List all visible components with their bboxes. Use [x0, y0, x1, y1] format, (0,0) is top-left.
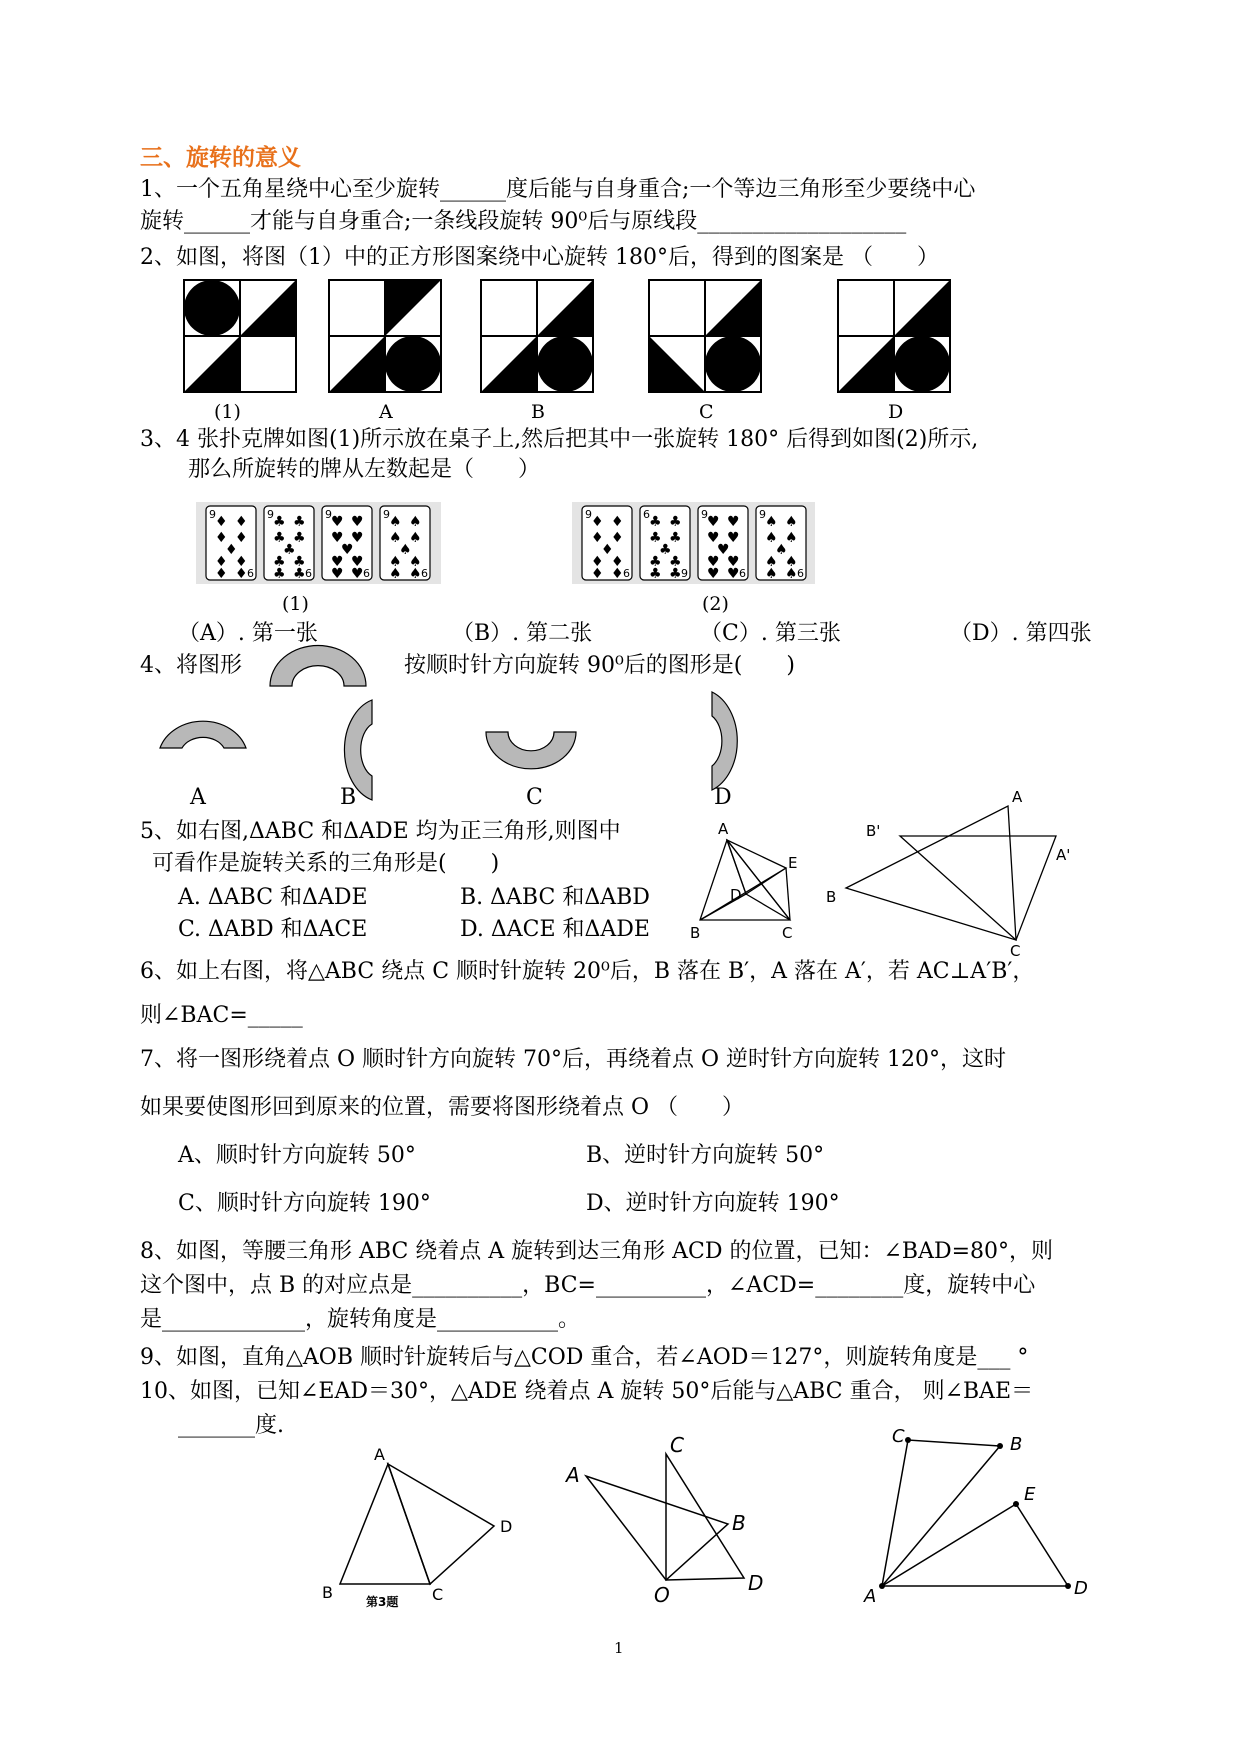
q2-text: 2、如图，将图（1）中的正方形图案绕中心旋转 180°后，得到的图案是 （ ） — [140, 245, 939, 270]
card-suit-icon: ♣ — [649, 530, 662, 546]
card-suit-icon: ♣ — [283, 542, 296, 558]
card-suit-icon: ♠ — [399, 542, 412, 558]
card-suit-icon: ♣ — [293, 554, 306, 570]
card-suit-icon: ♠ — [785, 554, 798, 570]
card-suit-icon: ♥ — [707, 566, 720, 582]
card-suit-icon: ♦ — [591, 530, 604, 546]
section-title: 三、旋转的意义 — [140, 144, 301, 171]
q5-option-c: C. ΔABD 和ΔACE — [178, 917, 368, 942]
q2-figure-b — [481, 280, 593, 392]
q1-line1: 1、一个五角星绕中心至少旋转______度后能与自身重合;一个等边三角形至少要绕中心 — [140, 177, 976, 202]
fig1-label-a: A — [374, 1445, 385, 1464]
q5-left-label-b: B — [690, 924, 701, 942]
q5-line2: 可看作是旋转关系的三角形是( ) — [152, 851, 500, 876]
q7-option-b: B、逆时针方向旋转 50° — [586, 1143, 825, 1168]
card-suit-icon: ♠ — [409, 530, 422, 546]
svg-text:6: 6 — [623, 567, 630, 580]
svg-text:6: 6 — [305, 567, 312, 580]
q5-option-a: A. ΔABC 和ΔADE — [178, 885, 368, 910]
card-suit-icon: ♦ — [591, 514, 604, 530]
card-suit-icon: ♣ — [293, 514, 306, 530]
q5-right-label-a-prime: A' — [1056, 846, 1071, 864]
q8-line3: 是_____________，旋转角度是___________。 — [140, 1307, 581, 1332]
card-suit-icon: ♦ — [591, 566, 604, 582]
fig2-label-d: D — [748, 1571, 764, 1595]
fig2-label-c: C — [670, 1433, 684, 1457]
q7-line1: 7、将一图形绕着点 O 顺时针方向旋转 70°后，再绕着点 O 逆时针方向旋转 120°，这时 — [140, 1047, 1007, 1072]
q6-line1: 6、如上右图，将△ABC 绕点 C 顺时针旋转 20⁰后，B 落在 B′，A 落在 A′，若 AC⊥A′B′， — [140, 959, 1035, 984]
card-suit-icon: ♦ — [601, 542, 614, 558]
card-suit-icon: ♠ — [785, 530, 798, 546]
playing-card — [380, 506, 430, 582]
svg-text:6: 6 — [797, 567, 804, 580]
q2-label-c: C — [699, 401, 714, 423]
card-suit-icon: ♠ — [409, 554, 422, 570]
q5-left-label-c: C — [782, 924, 793, 942]
fig3-label-b: B — [1010, 1434, 1023, 1455]
card-suit-icon: ♣ — [273, 566, 286, 582]
card-suit-icon: ♦ — [215, 514, 228, 530]
q2-figure-a — [329, 280, 441, 392]
card-suit-icon: ♠ — [785, 566, 798, 582]
q5-right-label-b: B — [826, 888, 837, 906]
q7-line2: 如果要使图形回到原来的位置，需要将图形绕着点 O （ ） — [140, 1095, 745, 1120]
card-suit-icon: ♠ — [389, 530, 402, 546]
playing-card — [698, 506, 748, 582]
fig1-caption: 第3题 — [366, 1595, 399, 1609]
q4-label-c: C — [526, 785, 543, 810]
card-suit-icon: ♥ — [727, 566, 740, 582]
svg-text:6: 6 — [363, 567, 370, 580]
card-suit-icon: ♣ — [273, 530, 286, 546]
q3-line2: 那么所旋转的牌从左数起是（ ） — [188, 457, 541, 482]
q3-option-d: （D）. 第四张 — [950, 621, 1092, 646]
card-suit-icon: ♥ — [707, 514, 720, 530]
q4-option-a-arch — [160, 721, 246, 748]
card-suit-icon: ♥ — [331, 530, 344, 546]
svg-text:9: 9 — [681, 567, 688, 580]
card-suit-icon: ♥ — [717, 542, 730, 558]
q4-label-d: D — [714, 785, 732, 810]
fig1-label-b: B — [322, 1583, 333, 1602]
svg-text:9: 9 — [209, 508, 216, 521]
q7-option-d: D、逆时针方向旋转 190° — [586, 1191, 840, 1216]
playing-card — [322, 506, 372, 582]
card-suit-icon: ♣ — [669, 530, 682, 546]
q4-text-a: 4、将图形 — [140, 653, 242, 678]
card-suit-icon: ♦ — [235, 530, 248, 546]
card-suit-icon: ♥ — [727, 530, 740, 546]
svg-text:9: 9 — [383, 508, 390, 521]
fig2-label-o: O — [654, 1583, 670, 1607]
card-suit-icon: ♦ — [611, 530, 624, 546]
card-suit-icon: ♥ — [341, 542, 354, 558]
card-suit-icon: ♣ — [273, 554, 286, 570]
bottom-figure-3 — [882, 1440, 1068, 1586]
card-suit-icon: ♥ — [351, 514, 364, 530]
q4-option-c-arch — [486, 732, 576, 769]
q8-line1: 8、如图，等腰三角形 ABC 绕着点 A 旋转到达三角形 ACD 的位置，已知：∠BAD=80°，则 — [140, 1239, 1054, 1264]
card-suit-icon: ♠ — [409, 514, 422, 530]
fig2-label-a: A — [566, 1463, 580, 1487]
card-suit-icon: ♣ — [649, 566, 662, 582]
card-suit-icon: ♥ — [351, 530, 364, 546]
card-suit-icon: ♣ — [649, 554, 662, 570]
svg-text:9: 9 — [325, 508, 332, 521]
card-suit-icon: ♣ — [293, 530, 306, 546]
q4-label-a: A — [190, 785, 206, 810]
card-suit-icon: ♣ — [659, 542, 672, 558]
q2-figure-d — [838, 280, 950, 392]
q2-label-a: A — [379, 401, 393, 423]
q5-left-label-a: A — [718, 820, 729, 838]
bottom-figure-2 — [586, 1454, 744, 1580]
playing-card — [264, 506, 314, 582]
fig3-label-d: D — [1074, 1578, 1088, 1599]
q2-label-d: D — [888, 401, 904, 423]
playing-card — [756, 506, 806, 582]
q3-fig2-label: (2) — [702, 593, 729, 615]
fig3-label-c: C — [892, 1426, 905, 1447]
q7-option-c: C、顺时针方向旋转 190° — [178, 1191, 431, 1216]
q2-figure-c — [649, 280, 761, 392]
card-suit-icon: ♥ — [351, 566, 364, 582]
q10-line1: 10、如图，已知∠EAD＝30°，△ADE 绕着点 A 旋转 50°后能与△ABC 重合， 则∠BAE＝ — [140, 1379, 1034, 1404]
card-suit-icon: ♣ — [669, 514, 682, 530]
svg-text:6: 6 — [421, 567, 428, 580]
card-suit-icon: ♠ — [765, 530, 778, 546]
bottom-figure-1 — [340, 1464, 494, 1584]
card-suit-icon: ♥ — [331, 514, 344, 530]
card-suit-icon: ♦ — [215, 566, 228, 582]
q5-right-label-c: C — [1010, 942, 1021, 960]
card-suit-icon: ♦ — [235, 554, 248, 570]
fig1-label-c: C — [432, 1585, 444, 1604]
svg-text:6: 6 — [739, 567, 746, 580]
card-suit-icon: ♠ — [765, 566, 778, 582]
q5-option-b: B. ΔABC 和ΔABD — [460, 885, 650, 910]
card-suit-icon: ♦ — [611, 554, 624, 570]
q3-cards — [0, 494, 1241, 594]
card-suit-icon: ♠ — [389, 566, 402, 582]
card-suit-icon: ♠ — [765, 514, 778, 530]
q2-label-b: B — [531, 401, 545, 423]
playing-card — [582, 506, 632, 582]
q3-line1: 3、4 张扑克牌如图(1)所示放在桌子上,然后把其中一张旋转 180° 后得到如图(2)所示, — [140, 427, 979, 452]
q5-left-label-d: D — [730, 886, 742, 904]
q3-option-b: （B）. 第二张 — [452, 621, 593, 646]
q3-option-c: （C）. 第三张 — [700, 621, 841, 646]
q2-label-1: (1) — [214, 401, 241, 423]
card-suit-icon: ♣ — [649, 514, 662, 530]
fig1-label-d: D — [500, 1517, 513, 1536]
card-suit-icon: ♠ — [785, 514, 798, 530]
card-suit-icon: ♣ — [273, 514, 286, 530]
fig3-label-a: A — [864, 1586, 877, 1607]
q1-line2: 旋转______才能与自身重合;一条线段旋转 90⁰后与原线段___________________ — [140, 209, 907, 234]
svg-text:9: 9 — [701, 508, 708, 521]
card-suit-icon: ♦ — [225, 542, 238, 558]
card-suit-icon: ♦ — [215, 530, 228, 546]
card-suit-icon: ♣ — [669, 554, 682, 570]
card-suit-icon: ♦ — [591, 554, 604, 570]
q5-left-figure — [700, 840, 790, 920]
q5-right-label-a: A — [1012, 788, 1023, 806]
q2-figure-1 — [184, 280, 296, 392]
card-suit-icon: ♠ — [765, 554, 778, 570]
q3-fig1-label: (1) — [282, 593, 309, 615]
card-suit-icon: ♥ — [351, 554, 364, 570]
q4-label-b: B — [340, 785, 357, 810]
q5-option-d: D. ΔACE 和ΔADE — [460, 917, 650, 942]
card-suit-icon: ♠ — [775, 542, 788, 558]
q5-right-label-b-prime: B' — [866, 822, 881, 840]
q3-option-a: （A）. 第一张 — [178, 621, 318, 646]
q7-option-a: A、顺时针方向旋转 50° — [178, 1143, 416, 1168]
q4-figures — [0, 640, 1241, 790]
q6-line2: 则∠BAC=_____ — [140, 1003, 303, 1028]
svg-text:9: 9 — [585, 508, 592, 521]
svg-text:9: 9 — [267, 508, 274, 521]
q5-left-label-e: E — [788, 854, 798, 872]
svg-text:6: 6 — [643, 508, 650, 521]
card-suit-icon: ♥ — [707, 530, 720, 546]
q4-text-b: 按顺时针方向旋转 90⁰后的图形是( ) — [404, 653, 795, 678]
card-suit-icon: ♣ — [293, 566, 306, 582]
svg-text:9: 9 — [759, 508, 766, 521]
card-suit-icon: ♥ — [727, 554, 740, 570]
playing-card — [206, 506, 256, 582]
q5-figures — [0, 790, 1241, 970]
card-suit-icon: ♥ — [727, 514, 740, 530]
q2-figures — [0, 272, 1241, 412]
q4-original-arch — [270, 645, 366, 686]
fig3-label-e: E — [1024, 1484, 1036, 1505]
card-suit-icon: ♦ — [235, 566, 248, 582]
card-suit-icon: ♥ — [331, 554, 344, 570]
card-suit-icon: ♣ — [669, 566, 682, 582]
card-suit-icon: ♠ — [409, 566, 422, 582]
q10-line2: _______度. — [178, 1413, 284, 1438]
card-suit-icon: ♦ — [611, 514, 624, 530]
q4-option-d-arch — [712, 692, 737, 790]
q5-line1: 5、如右图,ΔABC 和ΔADE 均为正三角形,则图中 — [140, 819, 621, 844]
fig2-label-b: B — [732, 1511, 746, 1535]
card-suit-icon: ♠ — [389, 514, 402, 530]
page-number: 1 — [614, 1639, 624, 1657]
playing-card — [640, 506, 690, 582]
card-suit-icon: ♦ — [215, 554, 228, 570]
card-suit-icon: ♦ — [235, 514, 248, 530]
card-suit-icon: ♦ — [611, 566, 624, 582]
q9-text: 9、如图，直角△AOB 顺时针旋转后与△COD 重合，若∠AOD＝127°，则旋转角度是___ ° — [140, 1345, 1029, 1370]
card-suit-icon: ♥ — [707, 554, 720, 570]
card-suit-icon: ♠ — [389, 554, 402, 570]
svg-text:6: 6 — [247, 567, 254, 580]
card-suit-icon: ♥ — [331, 566, 344, 582]
q8-line2: 这个图中，点 B 的对应点是__________，BC=__________，∠ACD=________度，旋转中心 — [140, 1273, 1036, 1298]
